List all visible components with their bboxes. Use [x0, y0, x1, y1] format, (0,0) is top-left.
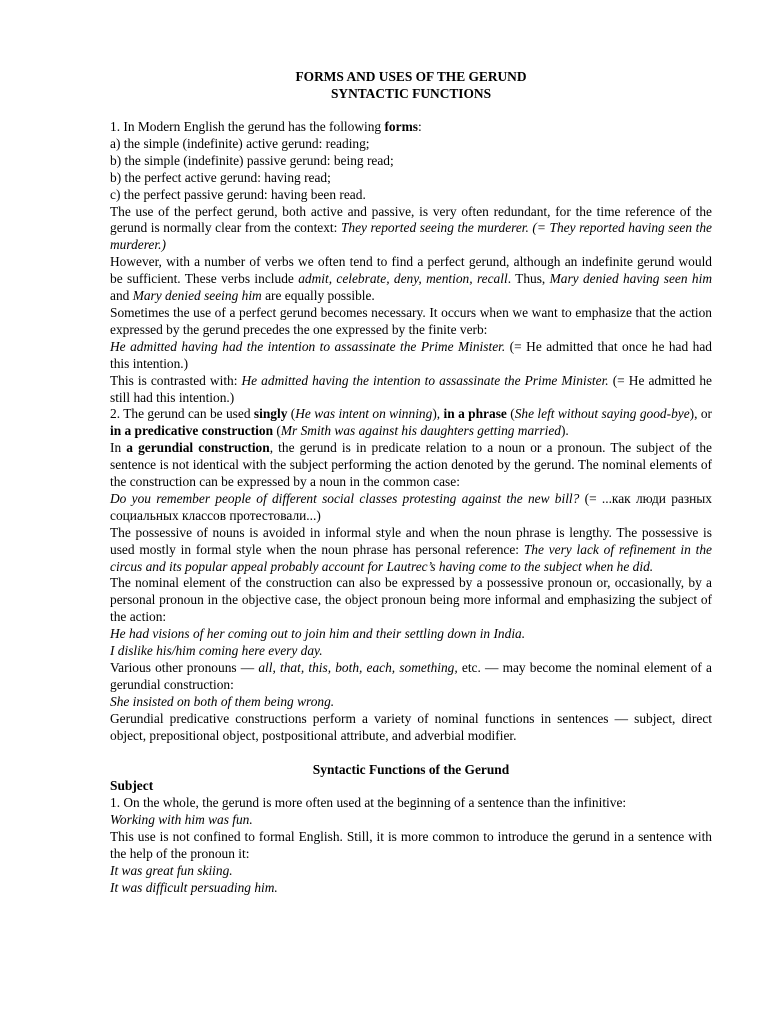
paragraph-contrast: This is contrasted with: He admitted having the intention to assassinate the Prime Minister. (= He admitted he still had this intention.) [110, 372, 712, 405]
example-dislike: I dislike his/him coming here every day. [110, 643, 323, 659]
example-skiing: It was great fun skiing. [110, 862, 233, 878]
example-insisted: She insisted on both of them being wrong. [110, 693, 335, 709]
paragraph-perfect-gerund: The use of the perfect gerund, both active and passive, is very often redundant, for the time reference of the gerund is normally clear from the context: They reported seeing the murderer. (= They reported having seen the murderer.) [110, 203, 712, 253]
paragraph-singly: 2. The gerund can be used singly (He was intent on winning), in a phrase (She left without saying good-bye), or in a predicative construction (Mr Smith was against his daughters getting married). [110, 406, 713, 439]
example-visions: He had visions of her coming out to join him and their settling down in India. [110, 626, 526, 642]
form-item: b) the perfect active gerund: having read; [110, 169, 331, 185]
subsection-subject: Subject [110, 778, 154, 794]
form-item: a) the simple (indefinite) active gerund: reading; [110, 135, 370, 151]
title-line-2: SYNTACTIC FUNCTIONS [330, 86, 492, 101]
paragraph-various-pronouns: Various other pronouns — all, that, this, both, each, something, etc. — may become the nominal element of a gerundial construction: [110, 660, 712, 692]
paragraph-nominal-element: The nominal element of the construction can also be expressed by a possessive pronoun or, occasionally, by a personal pronoun in the objective case, the object pronoun being more informal and emphasizing the subject of the action: [110, 575, 712, 625]
form-item: c) the perfect passive gerund: having been read. [110, 186, 366, 202]
spacer [110, 745, 712, 762]
title-line-1: FORMS AND USES OF THE GERUND [295, 69, 527, 84]
paragraph-however: However, with a number of verbs we often tend to find a perfect gerund, although an indefinite gerund would be sufficient. These verbs include admit, celebrate, deny, mention, recall. Thus, Mary denied having seen him and Mary denied seeing him are equally possible. [110, 254, 713, 304]
forms-intro: 1. In Modern English the gerund has the following forms: [110, 119, 422, 134]
section-title: Syntactic Functions of the Gerund [312, 761, 510, 777]
example-remember-people: Do you remember people of different social classes protesting against the new bill? (= ...как люди разных социальных классов протестовали...) [110, 490, 712, 523]
example-persuading: It was difficult persuading him. [110, 879, 278, 895]
paragraph-subject-2: This use is not confined to formal English. Still, it is more common to introduce the gerund in a sentence with the help of the pronoun it: [110, 829, 712, 862]
paragraph-sometimes: Sometimes the use of a perfect gerund becomes necessary. It occurs when we want to emphasize that the action expressed by the gerund precedes the one expressed by the finite verb: [110, 304, 712, 337]
spacer [110, 102, 712, 119]
form-item: b) the simple (indefinite) passive gerund: being read; [110, 152, 394, 168]
paragraph-nominal-functions: Gerundial predicative constructions perform a variety of nominal functions in sentences — subject, direct object, prepositional object, postpositional attribute, and adverbial modifier. [110, 710, 712, 743]
paragraph-possessive: The possessive of nouns is avoided in informal style and when the noun phrase is lengthy. The possessive is used mostly in formal style when the noun phrase has personal reference: The very lack of refinement in the circus and its popular appeal probably account for Lautrec’s having come to the subject when he did. [110, 524, 712, 574]
example-admitted-had: He admitted having had the intention to assassinate the Prime Minister. (= He admitted that once he had had this intention.) [110, 338, 712, 371]
example-working: Working with him was fun. [110, 812, 253, 828]
paragraph-gerundial-construction: In a gerundial construction, the gerund is in predicate relation to a noun or a pronoun. The subject of the sentence is not identical with the subject performing the action denoted by the gerund. The nominal elements of the construction can be expressed by a noun in the common case: [110, 440, 712, 490]
paragraph-subject-1: 1. On the whole, the gerund is more often used at the beginning of a sentence than the infinitive: [110, 795, 627, 811]
